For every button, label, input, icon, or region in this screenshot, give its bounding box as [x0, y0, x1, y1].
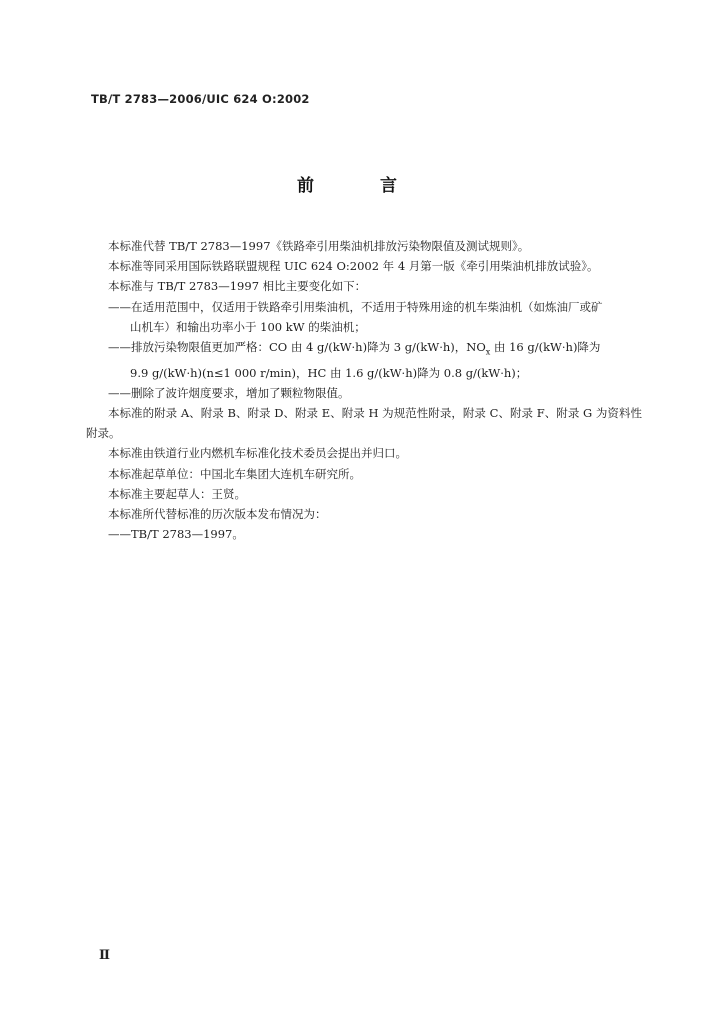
limits-text-b: 由 16 g/(kW·h)降为	[490, 340, 601, 355]
paragraph-drafting-unit: 本标准起草单位：中国北车集团大连机车研究所。	[108, 466, 361, 481]
paragraph-drafter: 本标准主要起草人：王贤。	[108, 486, 246, 501]
paragraph-replaces: 本标准代替 TB/T 2783—1997《铁路牵引用柴油机排放污染物限值及测试规则》。	[108, 239, 530, 253]
page-number: Ⅱ	[99, 948, 110, 963]
change-item-limits-line2: 9.9 g/(kW·h)(n≤1 000 r/min)，HC 由 1.6 g/(kW·h)降为 0.8 g/(kW·h)；	[130, 365, 528, 380]
history-item: ——TB/T 2783—1997。	[108, 527, 244, 542]
paragraph-proposer: 本标准由铁道行业内燃机车标准化技术委员会提出并归口。	[108, 446, 407, 461]
limits-text-a: ——排放污染物限值更加严格：CO 由 4 g/(kW·h)降为 3 g/(kW·h)，NO	[108, 340, 486, 355]
foreword-body	[86, 236, 642, 544]
change-item-scope-line1: ——在适用范围中，仅适用于铁路牵引用柴油机，不适用于特殊用途的机车柴油机（如炼油厂或矿	[108, 299, 603, 314]
standard-code-header: TB/T 2783—2006/UIC 624 O:2002	[91, 92, 310, 106]
page-title: 前 言	[297, 176, 427, 196]
change-item-limits-line1	[86, 337, 642, 363]
change-item-scope-line2: 山机车）和输出功率小于 100 kW 的柴油机；	[130, 319, 366, 334]
nox-subscript: x	[485, 347, 491, 357]
paragraph-annexes: 本标准的附录 A、附录 B、附录 D、附录 E、附录 H 为规范性附录，附录 C、附录 F、附录 G 为资料性附录。	[86, 405, 642, 441]
change-item-smoke: ——删除了波许烟度要求，增加了颗粒物限值。	[108, 385, 350, 400]
paragraph-history-intro: 本标准所代替标准的历次版本发布情况为：	[108, 506, 327, 521]
paragraph-adopts: 本标准等同采用国际铁路联盟规程 UIC 624 O:2002 年 4 月第一版《牵引用柴油机排放试验》。	[108, 259, 599, 274]
paragraph-changes-intro: 本标准与 TB/T 2783—1997 相比主要变化如下：	[108, 279, 367, 294]
